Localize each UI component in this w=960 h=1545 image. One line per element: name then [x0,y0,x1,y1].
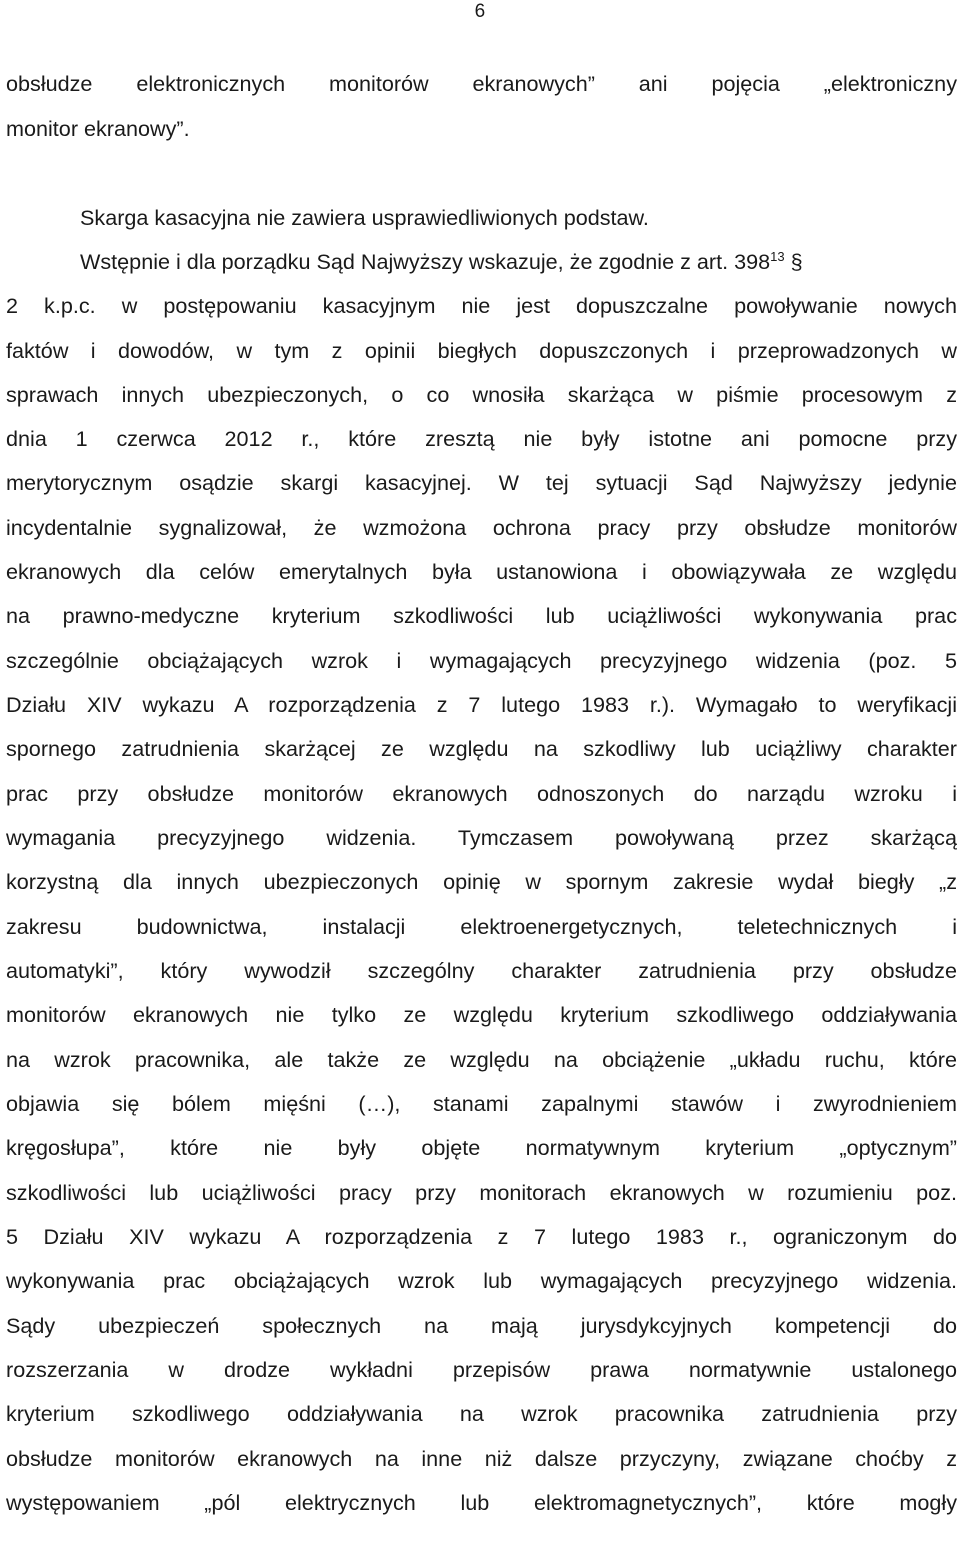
text-line: kręgosłupa”, które nie były objęte normatywnym kryterium „optycznym” [6,1135,957,1160]
text-line: ekranowych dla celów emerytalnych była ustanowiona i obowiązywała ze względu [6,559,957,584]
text-line: monitor ekranowy”. [6,116,190,141]
text-line: merytorycznym osądzie skargi kasacyjnej. W tej sytuacji Sąd Najwyższy jedynie [6,470,957,495]
text-line: 5 Działu XIV wykazu A rozporządzenia z 7 lutego 1983 r., ograniczonym do [6,1224,957,1249]
text-line: obsłudze elektronicznych monitorów ekranowych” ani pojęcia „elektroniczny [6,71,957,96]
text-line: na wzrok pracownika, ale także ze względu na obciążenie „układu ruchu, które [6,1047,957,1072]
text-line: na prawno-medyczne kryterium szkodliwości lub uciążliwości wykonywania prac [6,603,957,628]
text-line: automatyki”, który wywodził szczególny charakter zatrudnienia przy obsłudze [6,958,957,983]
text-line: objawia się bólem mięśni (…), stanami zapalnymi stawów i zwyrodnieniem [6,1091,957,1116]
text-line: 2 k.p.c. w postępowaniu kasacyjnym nie jest dopuszczalne powoływanie nowych [6,293,957,318]
text-line: występowaniem „pól elektrycznych lub elektromagnetycznych”, które mogły [6,1490,957,1515]
text-line: rozszerzania w drodze wykładni przepisów prawa normatywnie ustalonego [6,1357,957,1382]
text-line: prac przy obsłudze monitorów ekranowych odnoszonych do narządu wzroku i [6,781,957,806]
superscript: 13 [770,248,785,264]
text-line: Sądy ubezpieczeń społecznych na mają jurysdykcyjnych kompetencji do [6,1313,957,1338]
text-line: korzystną dla innych ubezpieczonych opinię w spornym zakresie wydał biegły „z [6,869,957,894]
text-line: monitorów ekranowych nie tylko ze względu kryterium szkodliwego oddziaływania [6,1002,957,1027]
text-line: sprawach innych ubezpieczonych, o co wnosiła skarżąca w piśmie procesowym z [6,382,957,407]
text-line: Działu XIV wykazu A rozporządzenia z 7 lutego 1983 r.). Wymagało to weryfikacji [6,692,957,717]
text-span: Wstępnie i dla porządku Sąd Najwyższy wskazuje, że zgodnie z art. 398 [80,249,771,274]
text-line: obsłudze monitorów ekranowych na inne niż dalsze przyczyny, związane choćby z [6,1446,957,1471]
text-line: kryterium szkodliwego oddziaływania na wzrok pracownika zatrudnienia przy [6,1401,957,1426]
text-line: spornego zatrudnienia skarżącej ze względu na szkodliwy lub uciążliwy charakter [6,736,957,761]
page-number: 6 [474,1,486,22]
text-line: Skarga kasacyjna nie zawiera usprawiedliwionych podstaw. [80,205,649,230]
text-line: faktów i dowodów, w tym z opinii biegłych dopuszczonych i przeprowadzonych w [6,338,957,363]
text-line: wykonywania prac obciążających wzrok lub wymagających precyzyjnego widzenia. [6,1268,957,1293]
text-line: dnia 1 czerwca 2012 r., które zresztą nie były istotne ani pomocne przy [6,426,957,451]
text-line: szczególnie obciążających wzrok i wymagających precyzyjnego widzenia (poz. 5 [6,648,957,673]
text-line: zakresu budownictwa, instalacji elektroenergetycznych, teletechnicznych i [6,914,957,939]
text-line: wymagania precyzyjnego widzenia. Tymczasem powoływaną przez skarżącą [6,825,957,850]
text-line [80,247,803,277]
text-line: incydentalnie sygnalizował, że wzmożona ochrona pracy przy obsłudze monitorów [6,515,957,540]
text-line: szkodliwości lub uciążliwości pracy przy monitorach ekranowych w rozumieniu poz. [6,1180,957,1205]
section-sign: § [784,249,803,274]
